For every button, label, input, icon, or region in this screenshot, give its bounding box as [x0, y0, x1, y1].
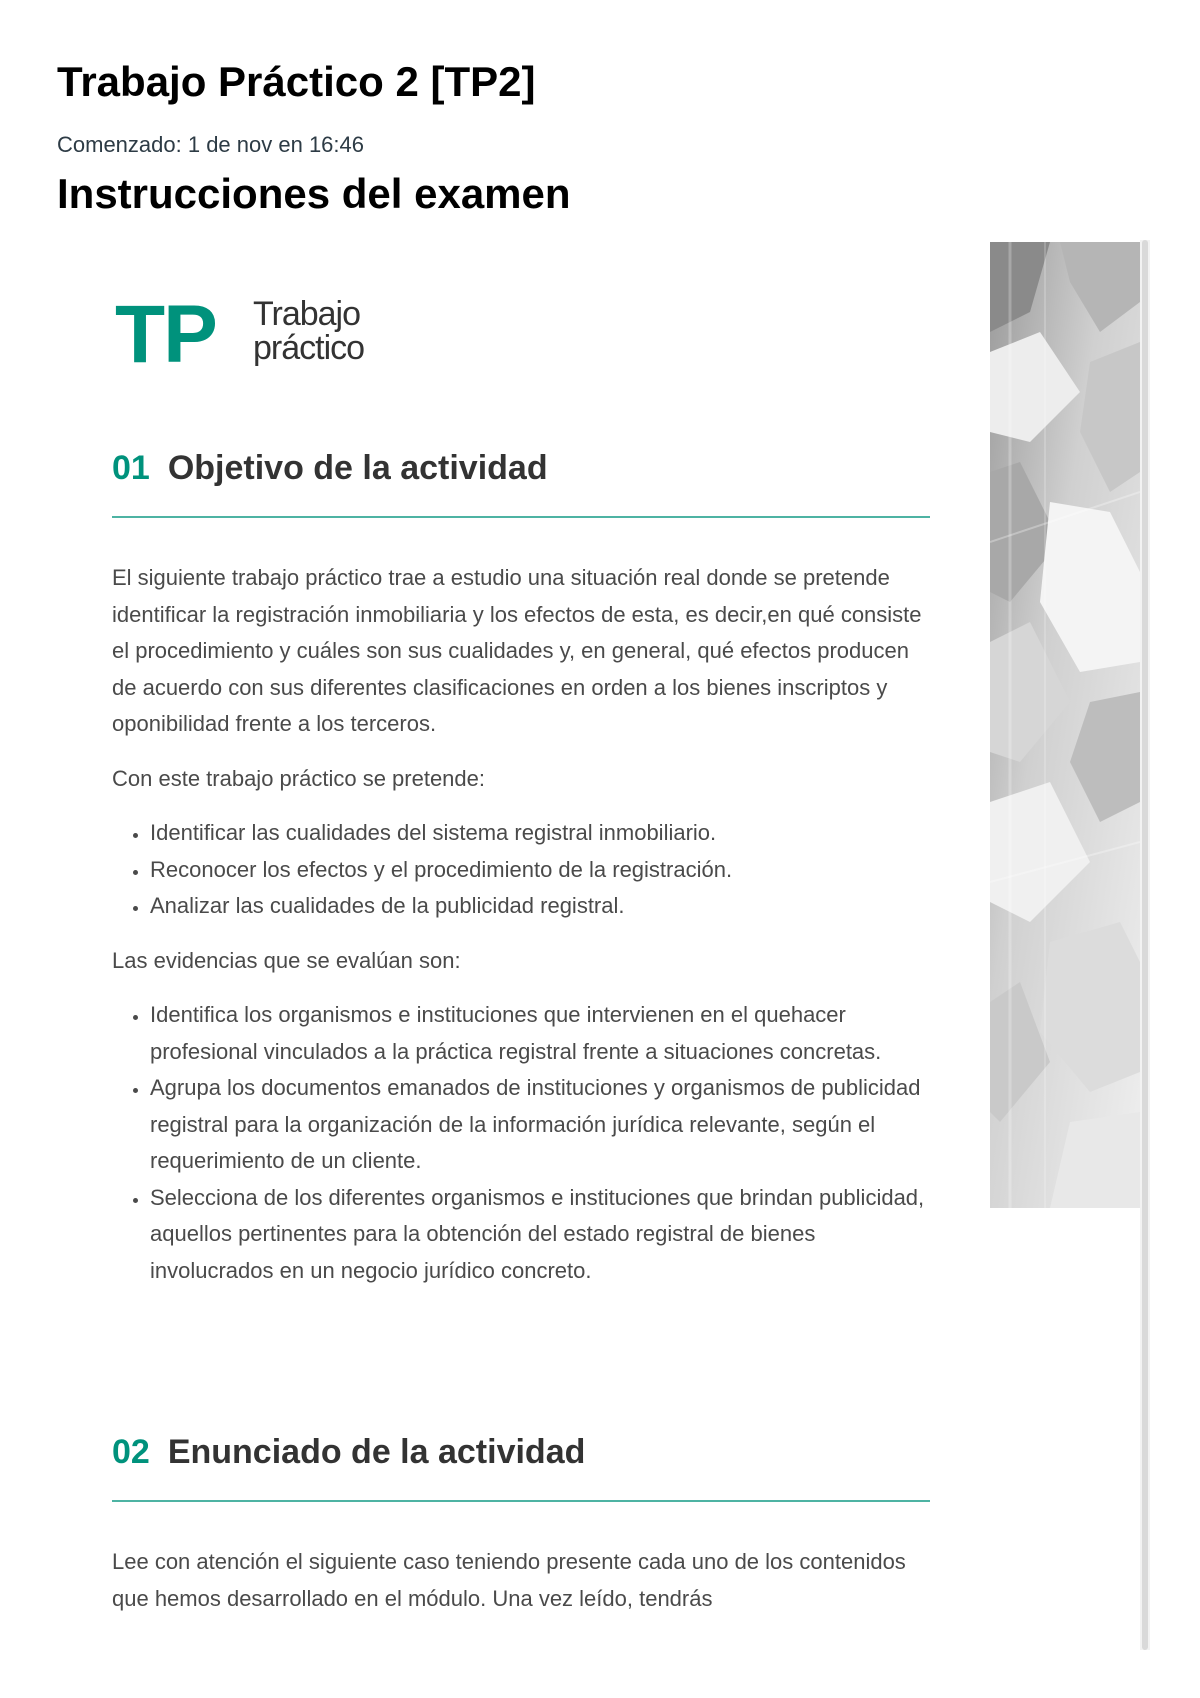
- logo-line-2: práctico: [253, 329, 365, 367]
- objective-body: [112, 560, 932, 1307]
- statement-paragraph: Lee con atención el siguiente caso teniendo presente cada uno de los contenidos que hemos desarrollado en el módulo. Una vez leído, tendrás: [112, 1549, 906, 1611]
- list-item: • Identificar las cualidades del sistema registral inmobiliario.: [150, 815, 932, 852]
- section-number: 02: [112, 1433, 150, 1471]
- section-number: 01: [112, 449, 150, 487]
- section-title: Enunciado de la actividad: [167, 1433, 586, 1471]
- list-item: • Agrupa los documentos emanados de instituciones y organismos de publicidad registral para la organización de la información jurídica relevante, según el requerimiento de un cliente.: [150, 1070, 932, 1180]
- list-item: • Identifica los organismos e instituciones que intervienen en el quehacer profesional vinculados a la práctica registral frente a situaciones concretas.: [150, 997, 932, 1070]
- evidences-intro: Las evidencias que se evalúan son:: [112, 947, 461, 973]
- goals-intro: Con este trabajo práctico se pretende:: [112, 765, 486, 791]
- logo-line-1: Trabajo: [253, 295, 361, 333]
- statement-body: [112, 1544, 932, 1635]
- tp-logo: [115, 289, 415, 380]
- logo-text: [253, 297, 364, 365]
- instructions-heading: Instrucciones del examen: [57, 170, 571, 217]
- section-heading-objective: [112, 446, 930, 518]
- scrollbar[interactable]: [1140, 240, 1150, 1650]
- list-item: • Selecciona de los diferentes organismos e instituciones que brindan publicidad, aquellos pertinentes para la obtención del estado registral de bienes involucrados en un negocio jurídico concreto.: [150, 1180, 932, 1290]
- list-item: • Reconocer los efectos y el procedimiento de la registración.: [150, 852, 932, 889]
- logo-abbreviation: TP: [115, 289, 216, 380]
- objective-paragraph: El siguiente trabajo práctico trae a estudio una situación real donde se pretende identificar la registración inmobiliaria y los efectos de esta, es decir,en qué consiste el procedimiento y cuáles son sus cualidades y, en general, qué efectos producen de acuerdo con sus diferentes clasificaciones en orden a los bienes inscriptos y oponibilidad frente a los terceros.: [112, 565, 922, 736]
- instructions-frame[interactable]: [90, 240, 1150, 1660]
- page-title: Trabajo Práctico 2 [TP2]: [57, 58, 536, 105]
- decorative-architecture-image: [990, 242, 1140, 1208]
- list-item: • Analizar las cualidades de la publicidad registral.: [150, 888, 932, 925]
- scrollbar-thumb[interactable]: [1142, 240, 1148, 1650]
- section-heading-statement: [112, 1430, 930, 1502]
- goals-list: [112, 815, 932, 925]
- evidences-list: [112, 997, 932, 1289]
- section-title: Objetivo de la actividad: [167, 449, 548, 487]
- started-timestamp: Comenzado: 1 de nov en 16:46: [57, 132, 365, 157]
